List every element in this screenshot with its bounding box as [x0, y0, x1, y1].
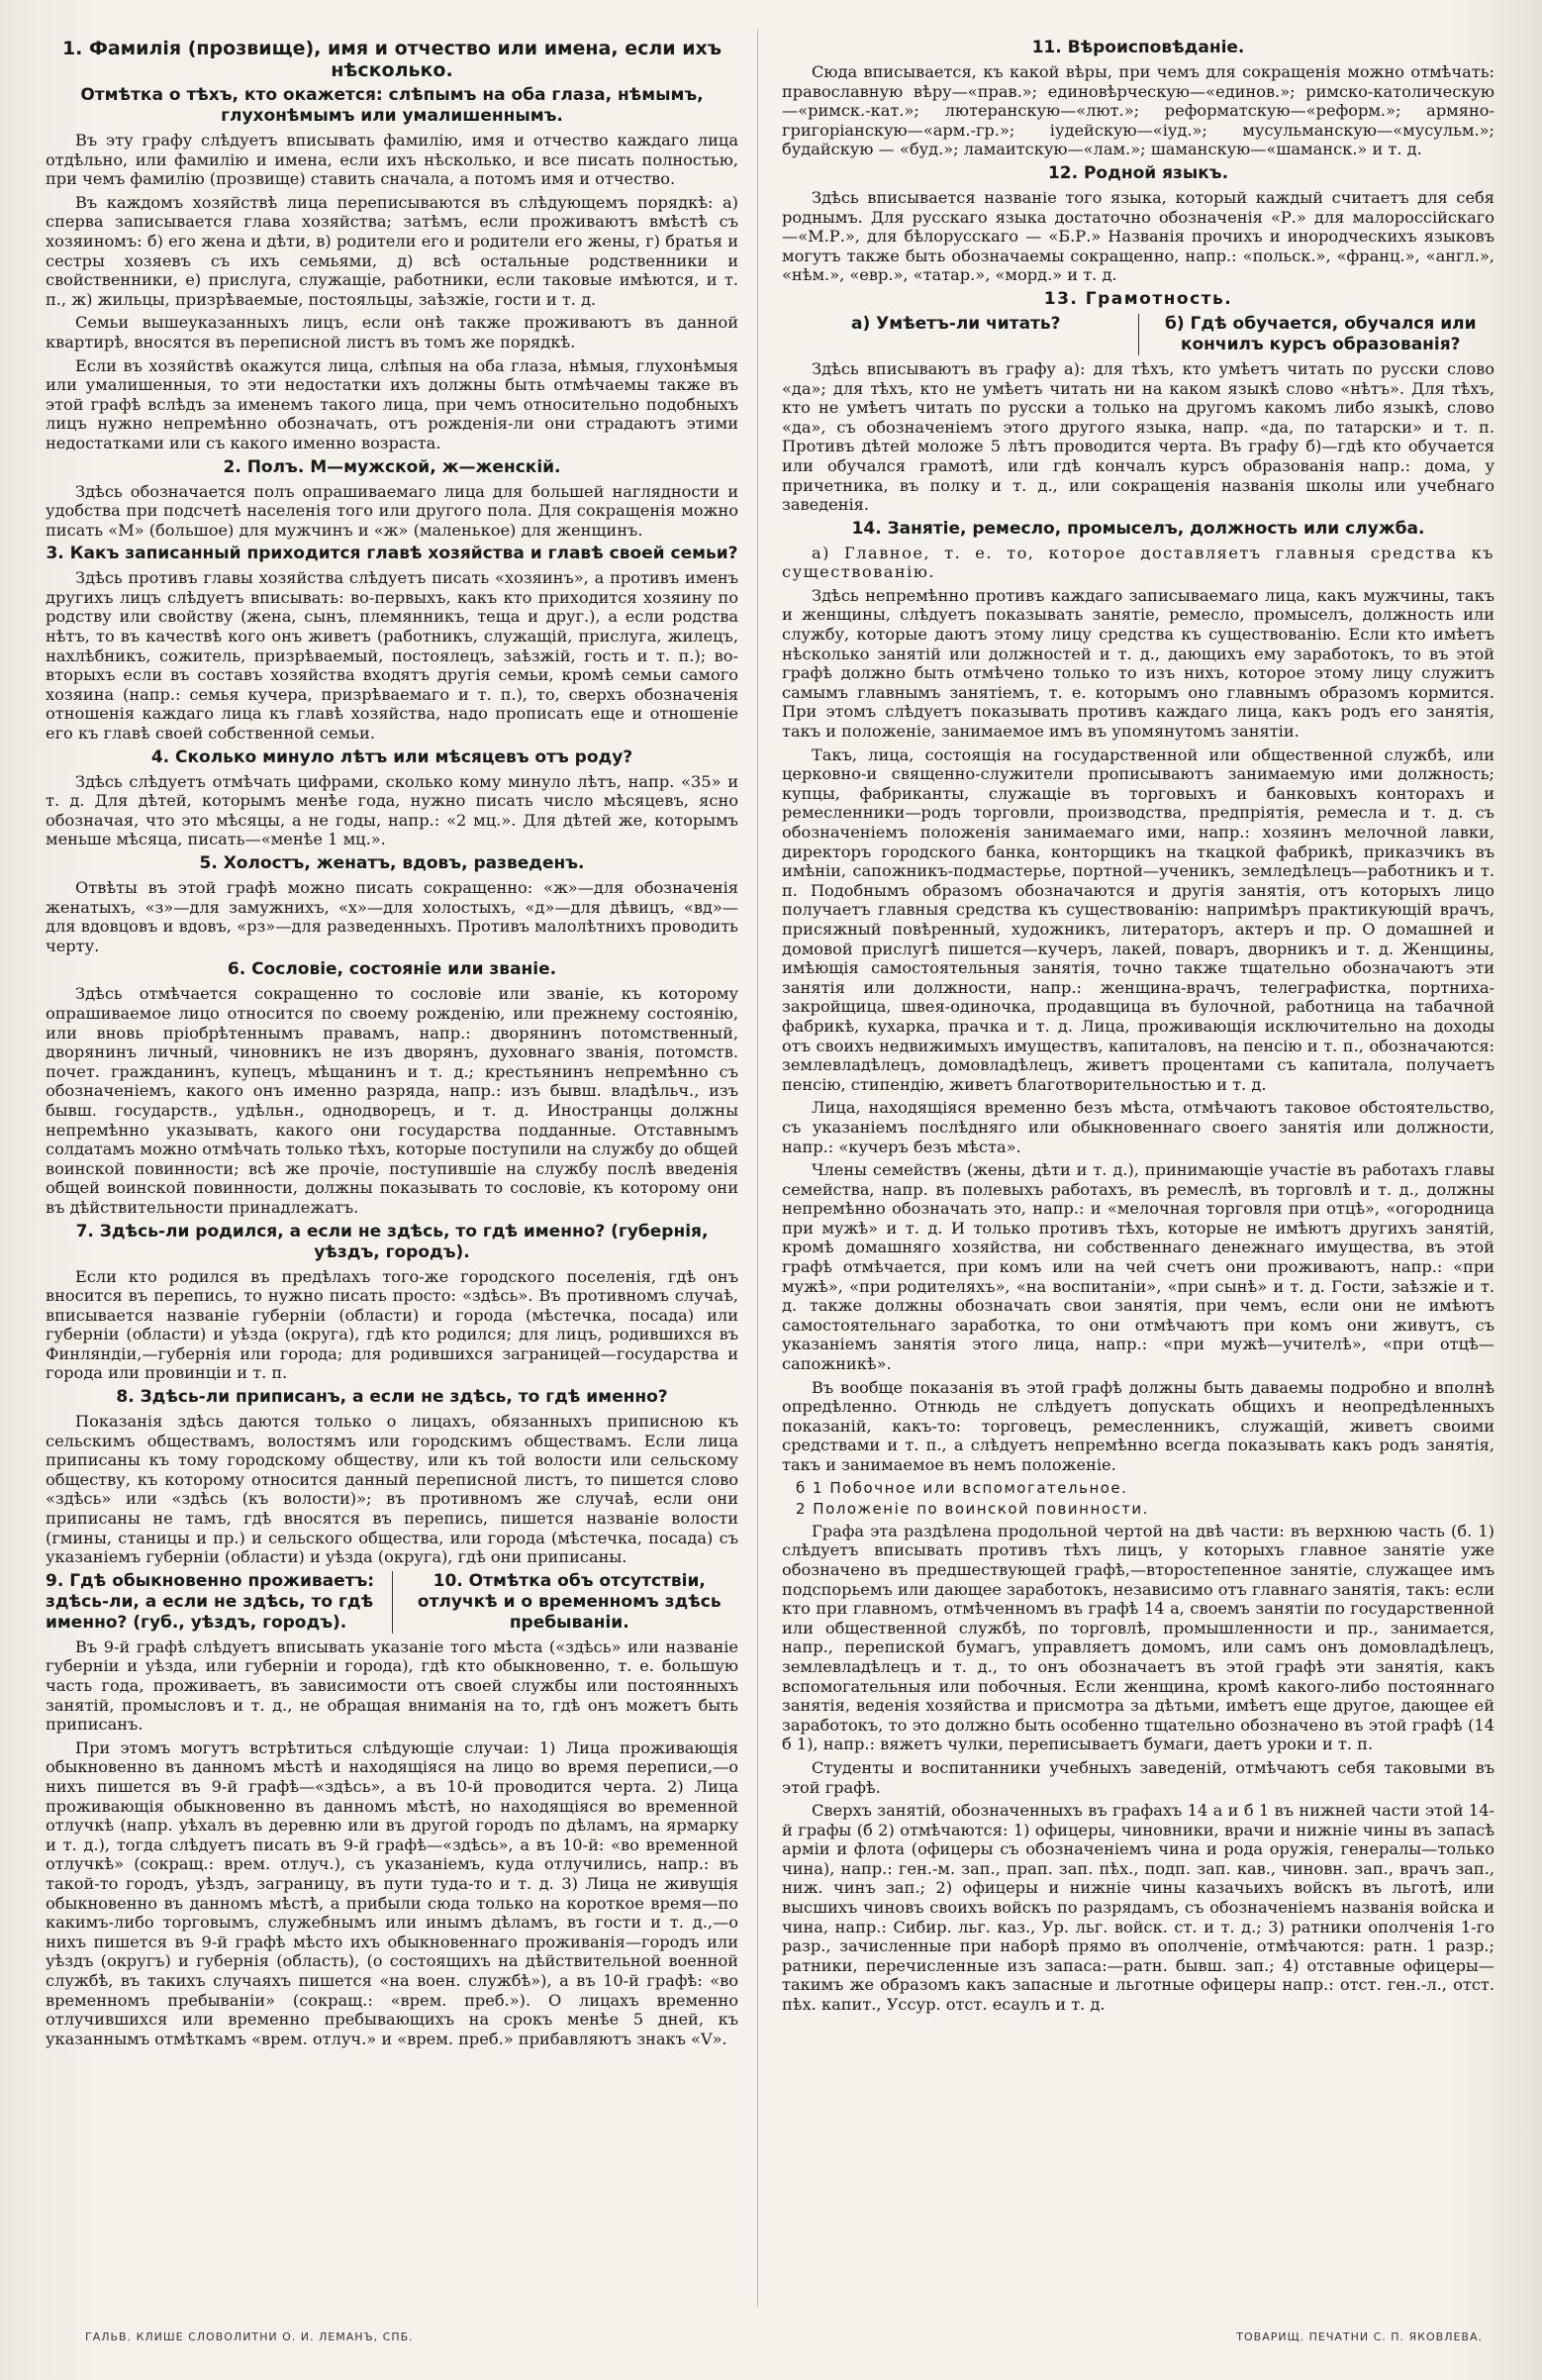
section-9-10-header	[46, 1571, 738, 1634]
paragraph: Здѣсь вписываютъ въ графу а): для тѣхъ, кто умѣетъ читать по русски слово «да»; для тѣхъ, кто не умѣетъ читать ни на каком языкѣ слово «нѣтъ». Для тѣхъ, кто не умѣетъ читать по русски а только на другомъ какомъ либо языкѣ, слово «да», съ обозначеніемъ этого другого языка, напр. «да, по татарски» и т. п. Противъ дѣтей моложе 5 лѣтъ проводится черта. Въ графу б)—гдѣ кто обучается или обучался грамотѣ, или гдѣ кончалъ курсъ образованія напр.: дома, у причетника, въ полку и т. д., или сокращенія названія школы или учебнаго заведенія.	[782, 358, 1494, 515]
section-14b2-subtitle: 2 Положеніе по воинской повинности.	[796, 1500, 1149, 1519]
section-6-title: 6. Сословіе, состояніе или званіе.	[227, 959, 557, 980]
paragraph: Въ вообще показанія въ этой графѣ должны быть даваемы подробно и вполнѣ опредѣленно. Отнюдь не слѣдуетъ допускать общихъ и неопредѣленныхъ показаній, какъ-то: торговецъ, ремесленникъ, служащій, живетъ своими средствами и т. п., а слѣдуетъ непремѣнно всегда показывать какъ родъ занятія, такъ и занимаемое въ немъ положеніе.	[782, 1377, 1494, 1474]
section-9-title: 9. Гдѣ обыкновенно проживаетъ: здѣсь-ли, а если не здѣсь, то гдѣ именно? (губ., уѣздъ, городъ).	[46, 1570, 375, 1633]
paragraph: Члены семействъ (жены, дѣти и т. д.), принимающіе участіе въ работахъ главы семейства, напр. въ полевыхъ работахъ, въ ремеслѣ, въ торговлѣ и т. д., должны непремѣнно обозначать это, напр.: и «мелочная торговля при отцѣ», «огородница при мужѣ» и т. д. И только противъ тѣхъ, которые не имѣютъ другихъ занятій, кромѣ домашняго хозяйства, ни собственнаго денежнаго имущества, въ этой графѣ отмѣчается, при комъ или на чей счетъ они проживаютъ, напр.: «при мужѣ», «при родителяхъ», «на воспитаніи», «при сынѣ» и т. д. Гости, заѣзжіе и т. д. также должны обозначать свои занятія, при чемъ, если они не имѣютъ самостоятельнаго заработка, то они отмѣчаютъ при комъ они живутъ, съ указаніемъ занятія этого лица, напр.: «при мужѣ—учителѣ», «при отцѣ—сапожникѣ».	[782, 1160, 1494, 1374]
section-13a-title: а) Умѣетъ-ли читать?	[850, 313, 1061, 334]
paragraph: Графа эта раздѣлена продольной чертой на двѣ части: въ верхнюю часть (б. 1) слѣдуетъ вписывать противъ тѣхъ лицъ, у которыхъ главное занятіе уже обозначено въ предшествующей графѣ,—второстепенное занятіе, служащее имъ подспорьемъ или дающее заработокъ, независимо отъ главнаго занятія, такъ: если кто при главномъ, отмѣченномъ въ графѣ 14 а, своемъ занятіи по государственной или общественной службѣ, по торговлѣ, промышленности и пр., занимается, напр., перепиской бумагъ, управляетъ домомъ, или самъ онъ домовладѣлецъ, землевладѣлецъ и т. д., то онъ обозначаетъ въ этой графѣ эти занятія, какъ вспомогательныя или побочныя. Если женщина, кромѣ какого-либо постояннаго занятія, веденія хозяйства и присмотра за дѣтьми, имѣетъ еще другое, дающее ей заработокъ, то это должно быть особенно тщательно обозначено въ этой графѣ (14 б 1), напр.: вяжетъ чулки, переписываетъ бумаги, даетъ уроки и т. п.	[782, 1521, 1494, 1754]
left-column	[46, 34, 738, 2311]
section-4-title: 4. Сколько минуло лѣтъ или мѣсяцевъ отъ роду?	[150, 746, 633, 767]
paragraph: Здѣсь непремѣнно противъ каждаго записываемаго лица, какъ мужчины, такъ и женщины, слѣдуетъ показывать занятіе, ремесло, промыселъ, должность или службу, которые даютъ этому лицу средства къ существованію. Если кто имѣетъ нѣсколько занятій или должностей и т. д., дающихъ ему заработокъ, то въ этой графѣ должно быть отмѣчено только то изъ нихъ, которое этому лицу служитъ самымъ главнымъ занятіемъ, т. е. которымъ оно главнымъ образомъ кормится. При этомъ слѣдуетъ показывать противъ каждаго лица, какъ родъ его занятія, такъ и положеніе, занимаемое имъ въ упомянутомъ занятіи.	[782, 585, 1494, 742]
paragraph: Въ 9-й графѣ слѣдуетъ вписывать указаніе того мѣста («здѣсь» или названіе губерніи и уѣзда, или губерніи и города), гдѣ кто обыкновенно, т. е. большую часть года, проживаетъ, въ зависимости отъ своей службы или постоянныхъ занятій, промысловъ и т. д., не обращая вниманія на то, гдѣ онъ можетъ быть приписанъ.	[46, 1636, 738, 1735]
section-14a-subtitle: а) Главное, т. е. то, которое доставляетъ главныя средства къ существованію.	[782, 543, 1494, 582]
section-1-subtitle: Отмѣтка о тѣхъ, кто окажется: слѣпымъ на оба глаза, нѣмымъ, глухонѣмымъ или умалишеннымъ.	[80, 85, 704, 126]
section-3-title: 3. Какъ записанный приходится главѣ хозяйства и главѣ своей семьи?	[46, 544, 738, 564]
section-8-title: 8. Здѣсь-ли приписанъ, а если не здѣсь, то гдѣ именно?	[116, 1387, 668, 1408]
paragraph: Если кто родился въ предѣлахъ того-же городского поселенія, гдѣ онъ вносится въ перепись, то нужно писать просто: «здѣсь». Въ противномъ случаѣ, вписывается названіе губерніи (области) и города (мѣстечка, посада) или губерніи (области) и уѣзда (округа), гдѣ кто родился; для лицъ, родившихся въ Финляндіи,—губернія или города; для родившихся заграницей—государства и города или провинціи и т. п.	[46, 1266, 738, 1383]
section-10-title: 10. Отмѣтка объ отсутствіи, отлучкѣ и о временномъ здѣсь пребываніи.	[417, 1570, 722, 1633]
right-column	[782, 34, 1494, 2311]
paragraph: Отвѣты въ этой графѣ можно писать сокращенно: «ж»—для обозначенія женатыхъ, «з»—для замужнихъ, «х»—для холостыхъ, «д»—для дѣвицъ, «вд»—для вдовцовъ и вдовъ, «рз»—для разведенныхъ. Противъ малолѣтнихъ проводить черту.	[46, 878, 738, 955]
column-rule	[1138, 314, 1139, 355]
section-1-title: 1. Фамилія (прозвище), имя и отчество или имена, если ихъ нѣсколько.	[61, 38, 723, 81]
section-14-title: 14. Занятіе, ремесло, промыселъ, должность или служба.	[851, 518, 1425, 539]
footer-printer-right: ТОВАРИЩ. ПЕЧАТНИ С. П. ЯКОВЛЕВА.	[1236, 2330, 1483, 2343]
paragraph: Если въ хозяйствѣ окажутся лица, слѣпыя на оба глаза, нѣмыя, глухонѣмыя или умалишенныя, то эти недостатки ихъ должны быть отмѣчаемы также въ этой графѣ вслѣдъ за именемъ такого лица, при чемъ относительно подобныхъ лицъ нужно непремѣнно обозначать, отъ рожденія-ли они страдаютъ этими недостатками или съ какого именно возраста.	[46, 355, 738, 452]
section-13b-title: б) Гдѣ обучается, обучался или кончилъ курсъ образованія?	[1165, 313, 1477, 354]
paragraph: Здѣсь слѣдуетъ отмѣчать цифрами, сколько кому минуло лѣтъ, напр. «35» и т. д. Для дѣтей, которымъ менѣе года, нужно писать число мѣсяцевъ, ясно обозначая, что это мѣсяцы, а не годы, напр.: «2 мц.». Для дѣтей же, которымъ меньше мѣсяца, писать—«менѣе 1 мц.».	[46, 771, 738, 849]
paragraph: Здѣсь обозначается полъ опрашиваемаго лица для большей наглядности и удобства при подсчетѣ населенія того или другого пола. Для сокращенія можно писать «М» (большое) для мужчинъ и «ж» (маленькое) для женщинъ.	[46, 481, 738, 540]
paragraph: Лица, находящіяся временно безъ мѣста, отмѣчаютъ таковое обстоятельство, съ указаніемъ послѣдняго или обыкновеннаго своего занятія или должности, напр.: «кучеръ безъ мѣста».	[782, 1098, 1494, 1156]
section-14b1-subtitle: б 1 Побочное или вспомогательное.	[796, 1478, 1128, 1497]
section-13-subheaders	[782, 314, 1494, 355]
paragraph: Студенты и воспитанники учебныхъ заведеній, отмѣчаютъ себя таковыми въ этой графѣ.	[782, 1757, 1494, 1797]
paragraph: Сверхъ занятій, обозначенныхъ въ графахъ 14 а и б 1 въ нижней части этой 14-й графы (б 2) отмѣчаются: 1) офицеры, чиновники, врачи и нижніе чины въ запасѣ арміи и флота (офицеры съ обозначеніемъ чина и рода оружія, генералы—только чина), напр.: ген.-м. зап., прап. зап. пѣх., подп. зап. кав., чиновн. зап., врачъ зап., ниж. чинъ зап.; 2) офицеры и нижніе чины казачьихъ войскъ въ льготѣ, или высшихъ чиновъ своихъ войскъ по разрядамъ, съ обозначеніемъ названія войска и чина, напр.: Сибир. льг. каз., Ур. льг. войск. ст. и т. д.; 3) ратники ополченія 1-го разр., зачисленные при наборѣ прямо въ ополченіе, отмѣчаются: ратн. 1 разр.; ратники, перечисленные изъ запаса:—ратн. бывш. зап.; 4) отставные офицеры—такимъ же образомъ какъ запасные и льготные офицеры напр.: отст. ген.-л., отст. пѣх. капит., Уссур. отст. есаулъ и т. д.	[782, 1801, 1494, 2015]
column-rule	[392, 1571, 393, 1634]
section-7-title: 7. Здѣсь-ли родился, а если не здѣсь, то гдѣ именно? (губернія, уѣздъ, городъ).	[75, 1221, 709, 1262]
section-12-title: 12. Родной языкъ.	[1047, 162, 1229, 183]
paragraph: Сюда вписывается, къ какой вѣры, при чемъ для сокращенія можно отмѣчать: православную вѣру—«прав.»; единовѣрческую—«единов.»; римско-католическую—«римск.-кат.»; лютеранскую—«лют.»; реформатскую—«реформ.»; армяно-григоріанскую—«арм.-гр.»; іудейскую—«іуд.»; мусульманскую—«мусульм.»; будайскую — «буд.»; ламаитскую—«лам.»; шаманскую—«шаманск.» и т. д.	[782, 62, 1494, 159]
paragraph: Въ каждомъ хозяйствѣ лица переписываются въ слѣдующемъ порядкѣ: а) сперва записывается глава хозяйства; затѣмъ, если проживаютъ вмѣстѣ съ хозяиномъ: б) его жена и дѣти, в) родители его и родители его жены, г) братья и сестры хозяевъ съ ихъ семьями, д) всѣ остальные родственники и свойственники, е) прислуга, служащіе, работники, если таковые имѣются, и т. п., ж) жильцы, призрѣваемые, постояльцы, заѣзжіе, гости и т. д.	[46, 192, 738, 309]
paragraph: Показанія здѣсь даются только о лицахъ, обязанныхъ приписною къ сельскимъ обществамъ, волостямъ или городскимъ обществамъ. Если лица приписаны къ тому городскому обществу, или къ той волости или сельскому обществу, къ которому относится данный переписной листъ, то пишется слово «здѣсь» или «здѣсь (къ волости)»; въ противномъ же случаѣ, если они приписаны не тамъ, гдѣ вносятся въ перепись, пишется названіе волости (гмины, станицы и пр.) и сельского общества, или города (мѣстечка, посада) съ указаніемъ губерніи (области) и уѣзда (округа), гдѣ они приписаны.	[46, 1412, 738, 1567]
section-13-title: 13. Грамотность.	[1043, 288, 1233, 309]
column-divider	[757, 30, 758, 2307]
section-11-title: 11. Вѣроисповѣданіе.	[1031, 38, 1245, 57]
footer-printer-left: ГАЛЬВ. КЛИШЕ СЛОВОЛИТНИ О. И. ЛЕМАНЪ, СПБ.	[85, 2330, 414, 2343]
paragraph: При этомъ могутъ встрѣтиться слѣдующіе случаи: 1) Лица проживающія обыкновенно въ данномъ мѣстѣ и находящіяся на лицо во время переписи,—о нихъ пишется въ 9-й графѣ—«здѣсь», а въ 10-й проводится черта. 2) Лица проживающія обыкновенно въ данномъ мѣстѣ, но находящіяся во временной отлучкѣ (напр. уѣхалъ въ деревню или въ другой городъ по дѣламъ, на ярмарку и т. д.), тогда слѣдуетъ писать въ 9-й графѣ—«здѣсь», а въ 10-й: «во временной отлучкѣ» (сокращ.: врем. отлуч.), съ указаніемъ, куда отлучились, напр.: въ такой-то городъ, уѣздъ, заграницу, въ пути туда-то и т. д. 3) Лица не живущія обыкновенно въ данномъ мѣстѣ, а прибыли сюда только на короткое время—по какимъ-либо торговымъ, служебнымъ или инымъ дѣламъ, въ гости и т. д.,—о нихъ пишется въ 9-й графѣ мѣсто ихъ обыкновеннаго проживанія—городъ или уѣздъ (округъ) и губернія (область), (о состоящихъ на дѣйствительной военной службѣ, въ такихъ случаяхъ пишется «на воен. службѣ»), а въ 10-й графѣ: «во временномъ пребываніи» (сокращ.: «врем. преб.»). О лицахъ временно отлучившихся или временно пребывающихъ на срокъ менѣе 5 дней, къ указаннымъ отмѣткамъ «врем. отлуч.» и «врем. преб.» прибавляютъ знакъ «V».	[46, 1737, 738, 2048]
paragraph: Здѣсь отмѣчается сокращенно то сословіе или званіе, къ которому опрашиваемое лицо относится по своему рожденію, или прежнему состоянію, или вновь пріобрѣтеннымъ правамъ, напр.: дворянинъ потомственный, дворянинъ личный, чиновникъ не изъ дворянъ, духовнаго званія, потомств. почет. гражданинъ, купецъ, мѣщанинъ и т. д.; крестьянинъ непремѣнно съ обозначеніемъ, какого онъ именно разряда, напр.: изъ бывш. владѣльч., изъ бывш. государств., удѣльн., однодворецъ, и т. д. Иностранцы должны непремѣнно указывать, какого они государства подданные. Отставнымъ солдатамъ можно отмѣчать только тѣхъ, которые поступили на службу до общей воинской повинности; всѣ же прочіе, поступившіе на службу послѣ введенія общей воинской повинности, должны показывать то сословіе, къ которому они въ дѣйствительности принадлежатъ.	[46, 984, 738, 1217]
paragraph: Здѣсь вписывается названіе того языка, который каждый считаетъ для себя роднымъ. Для русскаго языка достаточно обозначенія «Р.» для малороссійскаго—«М.Р.», для бѣлорусскаго — «Б.Р.» Названія прочихъ и инородческихъ языковъ могутъ также быть обозначаемы сокращенно, напр.: «польск.», «франц.», «англ.», «нѣм.», «евр.», «татар.», «морд.» и т. д.	[782, 187, 1494, 285]
section-2-title: 2. Полъ. М—мужской, ж—женскій.	[223, 456, 561, 477]
section-5-title: 5. Холостъ, женатъ, вдовъ, разведенъ.	[199, 853, 585, 873]
paragraph: Здѣсь противъ главы хозяйства слѣдуетъ писать «хозяинъ», а противъ именъ другихъ лицъ слѣдуетъ вписывать: во-первыхъ, какъ кто приходится хозяину по родству или свойству (жена, сынъ, племянникъ, теща и друг.), а если родства нѣтъ, то въ качествѣ кого онъ живетъ (работникъ, служащій, прислуга, жилецъ, нахлѣбникъ, сожитель, призрѣваемый, постоялецъ, заѣзжій, гость и т. п.); во-вторыхъ если въ составъ хозяйства входятъ другія семьи, кромѣ семьи самого хозяина (напр.: семья кучера, призрѣваемаго и т. п.), то, сверхъ обозначенія отношенія каждаго лица къ главѣ хозяйства, надо прописать еще и отношеніе его къ главѣ своей собственной семьи.	[46, 568, 738, 744]
paragraph: Такъ, лица, состоящія на государственной или общественной службѣ, или церковно-и священно-служители прописываютъ занимаемую ими должность; купцы, фабриканты, служащіе въ торговыхъ и банковыхъ конторахъ и ремесленники—родъ торговли, производства, предпріятія, ремесла и т. д. съ обозначеніемъ положенія занимаемаго ими, напр.: хозяинъ мелочной лавки, директоръ городского банка, конторщикъ на ткацкой фабрикѣ, приказчикъ въ имѣніи, сапожникъ-подмастерье, портной—ученикъ, земледѣлецъ—работникъ и т. п. Подобнымъ образомъ обозначаются и другія занятія, отъ которыхъ лицо получаетъ главныя средства къ существованію: напримѣръ практикующій врачъ, присяжный повѣренный, художникъ, литераторъ, актеръ и пр. О домашней и домовой прислугѣ пишется—кучеръ, лакей, поваръ, дворникъ и т. д. Женщины, имѣющія самостоятельныя занятія, точно также тщательно обозначаютъ эти занятія или должности, напр.: женщина-врачъ, телеграфистка, портниха-закройщица, швея-одиночка, продавщица въ булочной, работница на табачной фабрикѣ, кухарка, прачка и т. д. Лица, проживающія исключительно на доходы отъ своихъ недвижимыхъ имуществъ, капиталовъ, на пенсію и т. п., обозначаются: землевладѣлецъ, домовладѣлецъ, живетъ процентами съ капитала, получаетъ пенсію, стипендію, живетъ благотворительностью и т. д.	[782, 744, 1494, 1094]
paragraph: Семьи вышеуказанныхъ лицъ, если онѣ также проживаютъ въ данной квартирѣ, вносятся въ переписной листъ въ томъ же порядкѣ.	[46, 313, 738, 351]
paragraph: Въ эту графу слѣдуетъ вписывать фамилію, имя и отчество каждаго лица отдѣльно, или фамилію и имена, если ихъ нѣсколько, и все писать полностью, при чемъ фамилію (прозвище) ставить сначала, а потомъ имя и отчество.	[46, 131, 738, 189]
